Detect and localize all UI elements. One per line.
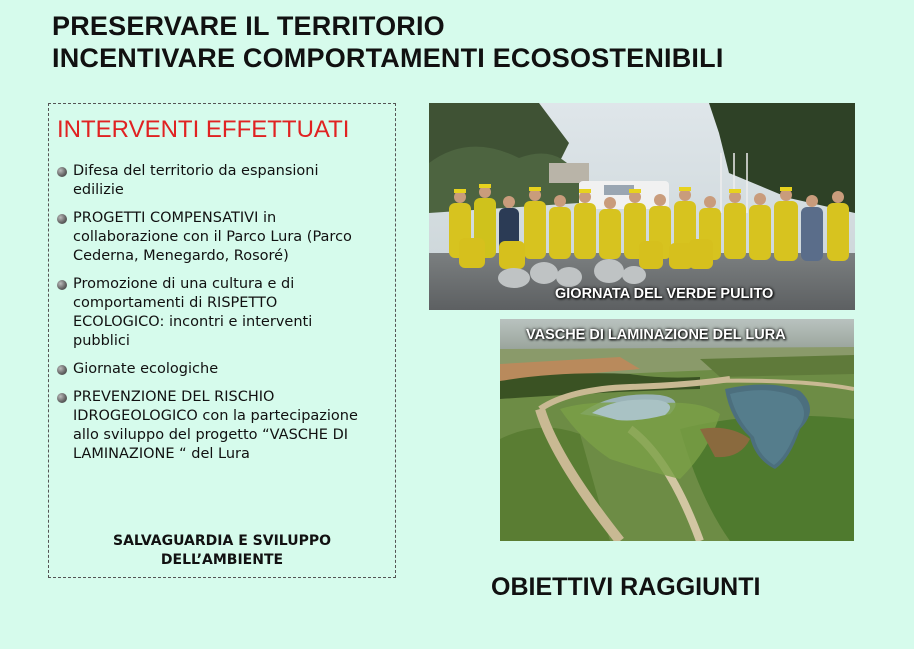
interventions-box — [48, 103, 396, 578]
bullet-icon — [57, 393, 67, 403]
list-item — [57, 209, 373, 266]
footer-line-2: DELL’AMBIENTE — [160, 552, 284, 568]
bullet-icon — [57, 167, 67, 177]
volunteers-photo-image — [429, 103, 855, 310]
volunteers-photo — [429, 103, 855, 310]
title-line-1: PRESERVARE IL TERRITORIO — [52, 11, 445, 41]
list-item — [57, 360, 387, 379]
slide-title — [52, 10, 724, 74]
footer-line-1: SALVAGUARDIA E SVILUPPO — [113, 533, 331, 549]
interventions-list — [57, 162, 387, 473]
title-line-2: INCENTIVARE COMPORTAMENTI ECOSOSTENIBILI — [52, 43, 724, 73]
basins-photo — [500, 319, 854, 541]
interventions-heading: INTERVENTI EFFETTUATI — [57, 116, 350, 143]
bullet-icon — [57, 214, 67, 224]
list-item-text: Promozione di una cultura e di comportamenti di RISPETTO ECOLOGICO: incontri e interventi pubblici — [73, 276, 313, 349]
list-item — [57, 388, 373, 464]
bullet-icon — [57, 280, 67, 290]
list-item-text: PREVENZIONE DEL RISCHIO IDROGEOLOGICO con la partecipazione allo sviluppo del progetto “VASCHE DI LAMINAZIONE “ del Lura — [73, 389, 358, 462]
volunteers-caption: GIORNATA DEL VERDE PULITO — [555, 286, 774, 302]
list-item-text: PROGETTI COMPENSATIVI in collaborazione con il Parco Lura (Parco Cederna, Menegardo, Rosoré) — [73, 210, 352, 264]
list-item — [57, 162, 363, 200]
goal-text: OBIETTIVI RAGGIUNTI — [491, 573, 761, 601]
basins-photo-image — [500, 319, 854, 541]
list-item-text: Giornate ecologiche — [73, 361, 219, 377]
list-item — [57, 275, 363, 351]
list-item-text: Difesa del territorio da espansioni edilizie — [73, 163, 319, 198]
interventions-footer — [49, 532, 395, 570]
basins-caption: VASCHE DI LAMINAZIONE DEL LURA — [526, 327, 786, 343]
bullet-icon — [57, 365, 67, 375]
